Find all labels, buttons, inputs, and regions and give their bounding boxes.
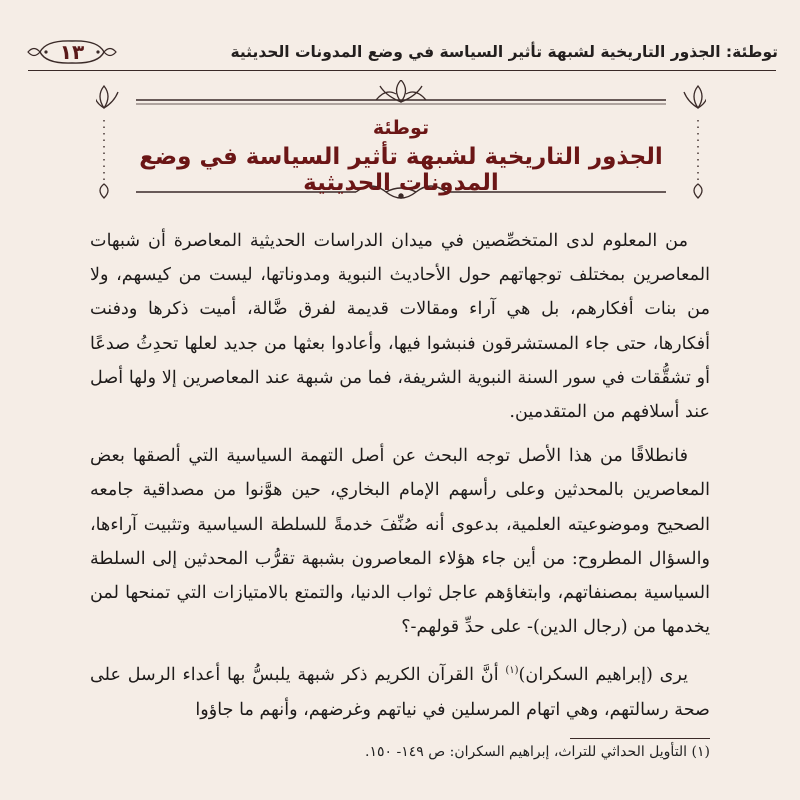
header-rule xyxy=(28,70,776,71)
paragraph-1: من المعلوم لدى المتخصِّصين في ميدان الدراسات الحديثية المعاصرة أن شبهات المعاصرين بمختلف توجهاتهم حول الأحاديث النبوية ومدوناتها، ليست من كيسهم، ولا من بنات أفكارهم، بل هي آراء ومقالات قديمة لفرق ضَّالة، أميت ذكرها ودفنت أفكارها، حتى جاء المستشرقون فنبشوا فيها، وأعادوا بعثها من جديد لعلها تحدِثُ صدعًا أو تشقُّقات في سور السنة النبوية الشريفة، فما من شبهة عند المعاصرين إلا ولها أصل عند أسلافهم من المتقدمين. xyxy=(90,231,710,423)
paragraph-2: فانطلاقًا من هذا الأصل توجه البحث عن أصل التهمة السياسية التي ألصقها بعض المعاصرين بالمحدثين وعلى رأسهم الإمام البخاري، حين هوَّنوا من مصداقية جامعه الصحيح وموضوعيته العلمية، بدعوى أنه صُنِّفَ خدمةً للسلطة السياسية وتثبيت آراءها، والسؤال المطروح: من أين جاء هؤلاء المعاصرون بشبهة تقرُّب المحدثين إلى السلطة السياسية بمصنفاتهم، وابتغاؤهم عاجل ثواب الدنيا، والتمتع بالامتيازات التي تمنحها لمن يخدمها من (رجال الدين)- على حدِّ قولهم-؟ xyxy=(90,446,710,638)
footnote: (١) التأويل الحداثي للتراث، إبراهيم السكران: ص ١٤٩- ١٥٠. xyxy=(365,744,710,760)
running-title: توطئة: الجذور التاريخية لشبهة تأثير السياسة في وضع المدونات الحديثية xyxy=(230,43,778,61)
footnote-marker[interactable]: (١) xyxy=(505,665,519,677)
body-text xyxy=(90,224,710,727)
paragraph-3-start: يرى (إبراهيم السكران) xyxy=(518,665,688,686)
paragraph-3-rest: أنَّ القرآن الكريم ذكر شبهة يلبسُّ بها أعداء الرسل على صحة رسالتهم، وهي اتهام المرسلين في نياتهم وغرضهم، وأنهم ما جاؤوا xyxy=(90,665,710,720)
page-number-ornament xyxy=(26,37,118,67)
running-header xyxy=(26,34,778,70)
paragraph-3 xyxy=(90,654,710,726)
chapter-title-frame xyxy=(96,80,706,200)
page-number: ١٣ xyxy=(59,40,85,64)
chapter-title: الجذور التاريخية لشبهة تأثير السياسة في وضع المدونات الحديثية xyxy=(139,144,663,196)
chapter-label: توطئة xyxy=(372,117,430,139)
footnote-rule xyxy=(570,738,710,739)
